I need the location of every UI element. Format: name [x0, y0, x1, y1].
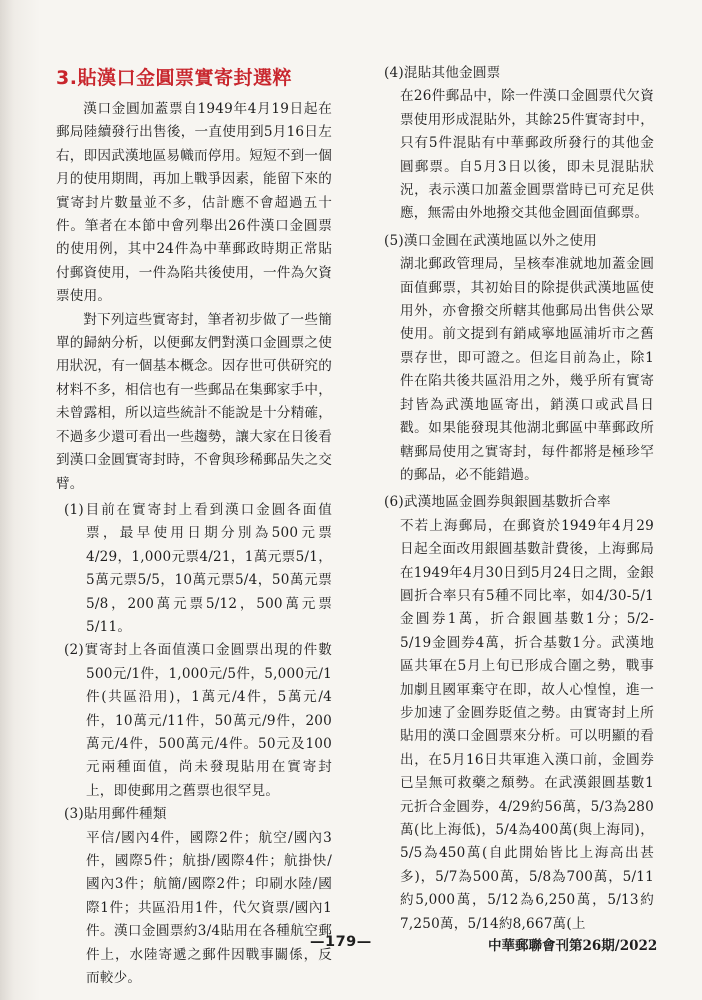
intro-paragraph: 漢口金圓加蓋票自1949年4月19日起在郵局陸續發行出售後，一直使用到5月16日左右，即因武漢地區易幟而停用。短短不到一個月的使用期間，再加上戰爭因素，能留下來的實寄封片數量並不多，估計應不會超過五十件。筆者在本節中會列舉出26件漢口金圓票的使用例，其中24件為中華郵政時期正常貼付郵資使用，一件為陷共後使用，一件為欠資票使用。: [56, 101, 332, 305]
list-item-usage-counts: (2)實寄封上各面值漢口金圓票出現的件數500元/1件，1,000元/5件，5,000元/1件(共區沿用)，1萬元/4件，5萬元/4件，10萬元/11件，50萬元/9件，200萬元/4件，500萬元/4件。50元及100元兩種面值，尚未發現貼用在實寄封上，即使郵用之舊票也很罕見。: [64, 642, 332, 799]
list-item-earliest-dates: (1)目前在實寄封上看到漢口金圓各面值票，最早使用日期分別為500元票4/29，1,000元票4/21，1萬元票5/1，5萬元票5/5，10萬元票5/4，50萬元票5/8，200萬元票5/12，500萬元票5/11。: [64, 501, 332, 635]
journal-name: 中華郵聯會刊第26期/2022: [488, 938, 658, 954]
list-item-mail-types-heading: (3)貼用郵件種類: [64, 806, 167, 823]
list-item-exchange-rate-heading: (6)武漢地區金圓券與銀圓基數折合率: [384, 494, 611, 511]
right-column: [384, 62, 654, 936]
section-title: 3.貼漢口金圓票實寄封選粹: [56, 67, 292, 89]
list-item-mixed-franking-heading: (4)混貼其他金圓票: [384, 65, 501, 81]
list-item-outside-wuhan-heading: (5)漢口金圓在武漢地區以外之使用: [384, 232, 597, 249]
analysis-paragraph: 對下列這些實寄封，筆者初步做了一些簡單的歸納分析，以便郵友們對漢口金圓票之使用狀況，有一個基本概念。因存世可供研究的材料不多，相信也有一些郵品在集郵家手中，未曾露相，所以這些統計不能說是十分精確，不過多少還可看出一些趨勢，讓大家在日後看到漢口金圓實寄封時，不會與珍稀郵品失之交臂。: [56, 311, 332, 492]
left-column: [56, 62, 332, 990]
list-item-mixed-franking-body: 在26件郵品中，除一件漢口金圓票代欠資票使用形成混貼外，其餘25件實寄封中，只有5件混貼有中華郵政所發行的其他金圓郵票。自5月3日以後，即未見混貼狀況，表示漢口加蓋金圓票當時已可充足供應，無需由外地撥交其他金圓面值郵票。: [400, 88, 654, 222]
list-item-mail-types-body: 平信/國內4件，國際2件；航空/國內3件，國際5件；航掛/國際4件；航掛快/國內3件；航簡/國際2件；印刷水陸/國際1件；共區沿用1件，代欠資票/國內1件。漢口金圓票約3/4貼用在各種航空郵件上，水陸寄遞之郵件因戰事關係，反而較少。: [86, 829, 332, 987]
list-item-exchange-rate-body: 不若上海郵局，在郵資於1949年4月29日起全面改用銀圓基數計費後，上海郵局在1949年4月30日到5月24日之間，金銀圓折合率只有5種不同比率，如4/30-5/1金圓券1萬，折合銀圓基數1分；5/2-5/19金圓券4萬，折合基數1分。武漢地區共軍在5月上旬已形成合圍之勢，戰事加劇且國軍棄守在即，故人心惶惶，進一步加速了金圓券貶值之勢。由實寄封上所貼用的漢口金圓票來分析。可以明顯的看出，在5月16日共軍進入漢口前，金圓券已呈無可救藥之頹勢。在武漢銀圓基數1元折合金圓券，4/29約56萬，5/3為280萬(比上海低)，5/4為400萬(與上海同)，5/5為450萬(自此開始皆比上海高出甚多)，5/7為500萬，5/8為700萬，5/11約5,000萬，5/12為6,250萬，5/13約7,250萬，5/14約8,667萬(上: [400, 517, 655, 932]
list-item-outside-wuhan-body: 湖北郵政管理局，呈核奉准就地加蓋金圓面值郵票，其初始目的除提供武漢地區使用外，亦會撥交所轄其他郵局出售供公眾使用。前文提到有銷咸寧地區浦圻市之舊票存世，即可證之。但迄目前為止，除1件在陷共後共區沿用之外，幾乎所有實寄封皆為武漢地區寄出，銷漢口或武昌日戳。如果能發現其他湖北郵區中華郵政所轄郵局使用之實寄封，每件都將是極珍罕的郵品，必不能錯過。: [400, 256, 654, 483]
page-footer: [0, 934, 702, 958]
page-number: —179—: [310, 934, 372, 950]
